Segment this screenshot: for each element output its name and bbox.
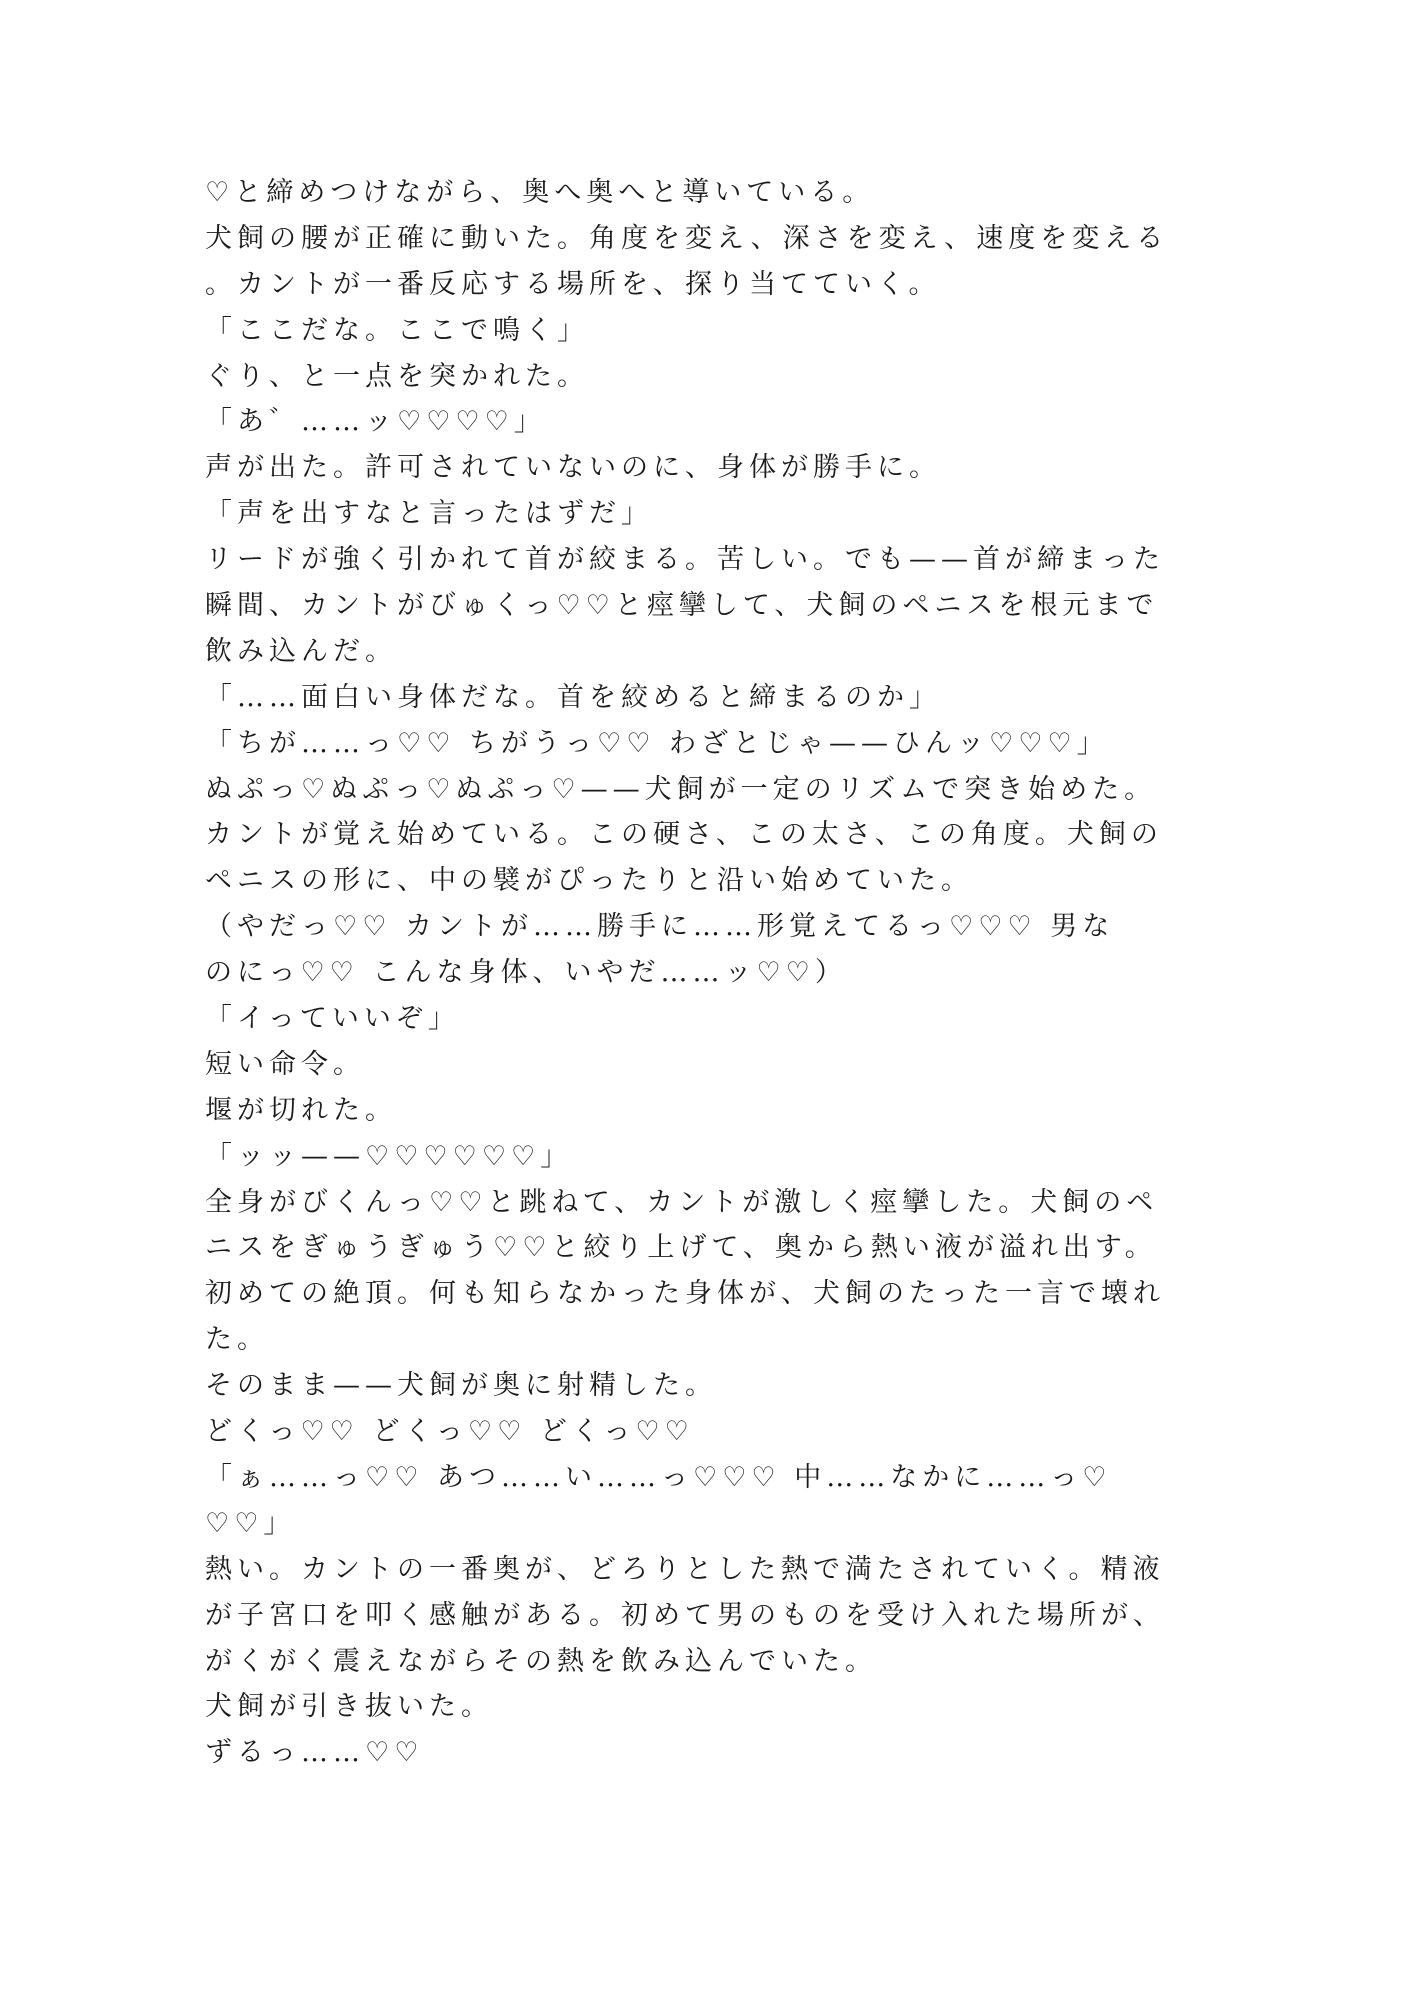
text-line: ペニスの形に、中の襞がぴったりと沿い始めていた。: [205, 865, 973, 897]
text-line: 短い命令。: [205, 1048, 365, 1080]
text-line: 瞬間、カントがびゅくっ♡♡と痙攣して、犬飼のペニスを根元まで: [205, 590, 1159, 622]
text-line: そのまま——犬飼が奥に射精した。: [205, 1370, 717, 1402]
text-line: 「ぁ……っ♡♡ あつ……い……っ♡♡♡ 中……なかに……っ♡: [205, 1461, 1112, 1493]
text-line: （やだっ♡♡ カントが……勝手に……形覚えてるっ♡♡♡ 男な: [205, 911, 1115, 943]
text-line: 全身がびくんっ♡♡と跳ねて、カントが激しく痙攣した。犬飼のペ: [205, 1186, 1159, 1218]
document-page: [205, 170, 1185, 1776]
text-line: 飲み込んだ。: [205, 635, 397, 667]
text-line: 「ここだな。ここで鳴く」: [205, 314, 589, 346]
text-line: 犬飼の腰が正確に動いた。角度を変え、深さを変え、速度を変える: [205, 222, 1169, 254]
text-line: ♡と締めつけながら、奥へ奥へと導いている。: [205, 177, 875, 208]
text-line: 。カントが一番反応する場所を、探り当てていく。: [205, 268, 941, 300]
text-line: のにっ♡♡ こんな身体、いやだ……ッ♡♡）: [205, 957, 847, 989]
text-line: 熱い。カントの一番奥が、どろりとした熱で満たされていく。精液: [205, 1553, 1165, 1585]
text-line: ♡♡」: [205, 1507, 296, 1539]
text-line: た。: [205, 1324, 269, 1356]
text-line: リードが強く引かれて首が絞まる。苦しい。でも——首が締まった: [205, 544, 1165, 576]
text-line: ぬぷっ♡ぬぷっ♡ぬぷっ♡——犬飼が一定のリズムで突き始めた。: [205, 773, 1157, 805]
text-line: 声が出た。許可されていないのに、身体が勝手に。: [205, 452, 941, 484]
text-line: ニスをぎゅうぎゅう♡♡と絞り上げて、奥から熱い液が溢れ出す。: [205, 1232, 1157, 1264]
text-line: 初めての絶頂。何も知らなかった身体が、犬飼のたった一言で壊れ: [205, 1278, 1165, 1310]
text-line: 「イっていいぞ」: [205, 1003, 460, 1035]
text-line: 堰が切れた。: [205, 1094, 397, 1126]
text-line: 「……面白い身体だな。首を絞めると締まるのか」: [205, 681, 941, 713]
text-line: ぐり、と一点を突かれた。: [205, 360, 589, 392]
text-line: が子宮口を叩く感触がある。初めて男のものを受け入れた場所が、: [205, 1599, 1165, 1631]
text-line: ずるっ……♡♡: [205, 1737, 424, 1769]
text-line: がくがく震えながらその熱を飲み込んでいた。: [205, 1645, 877, 1677]
text-line: 犬飼が引き抜いた。: [205, 1691, 493, 1723]
text-line: カントが覚え始めている。この硬さ、この太さ、この角度。犬飼の: [205, 819, 1163, 851]
text-line: 「声を出すなと言ったはずだ」: [205, 498, 653, 530]
text-line: 「あ゛……ッ♡♡♡♡」: [205, 406, 546, 438]
text-line: 「ッッ——♡♡♡♡♡♡」: [205, 1140, 573, 1172]
text-line: どくっ♡♡ どくっ♡♡ どくっ♡♡: [205, 1416, 694, 1448]
text-line: 「ちが……っ♡♡ ちがうっ♡♡ わざとじゃ——ひんッ♡♡♡」: [205, 727, 1109, 759]
